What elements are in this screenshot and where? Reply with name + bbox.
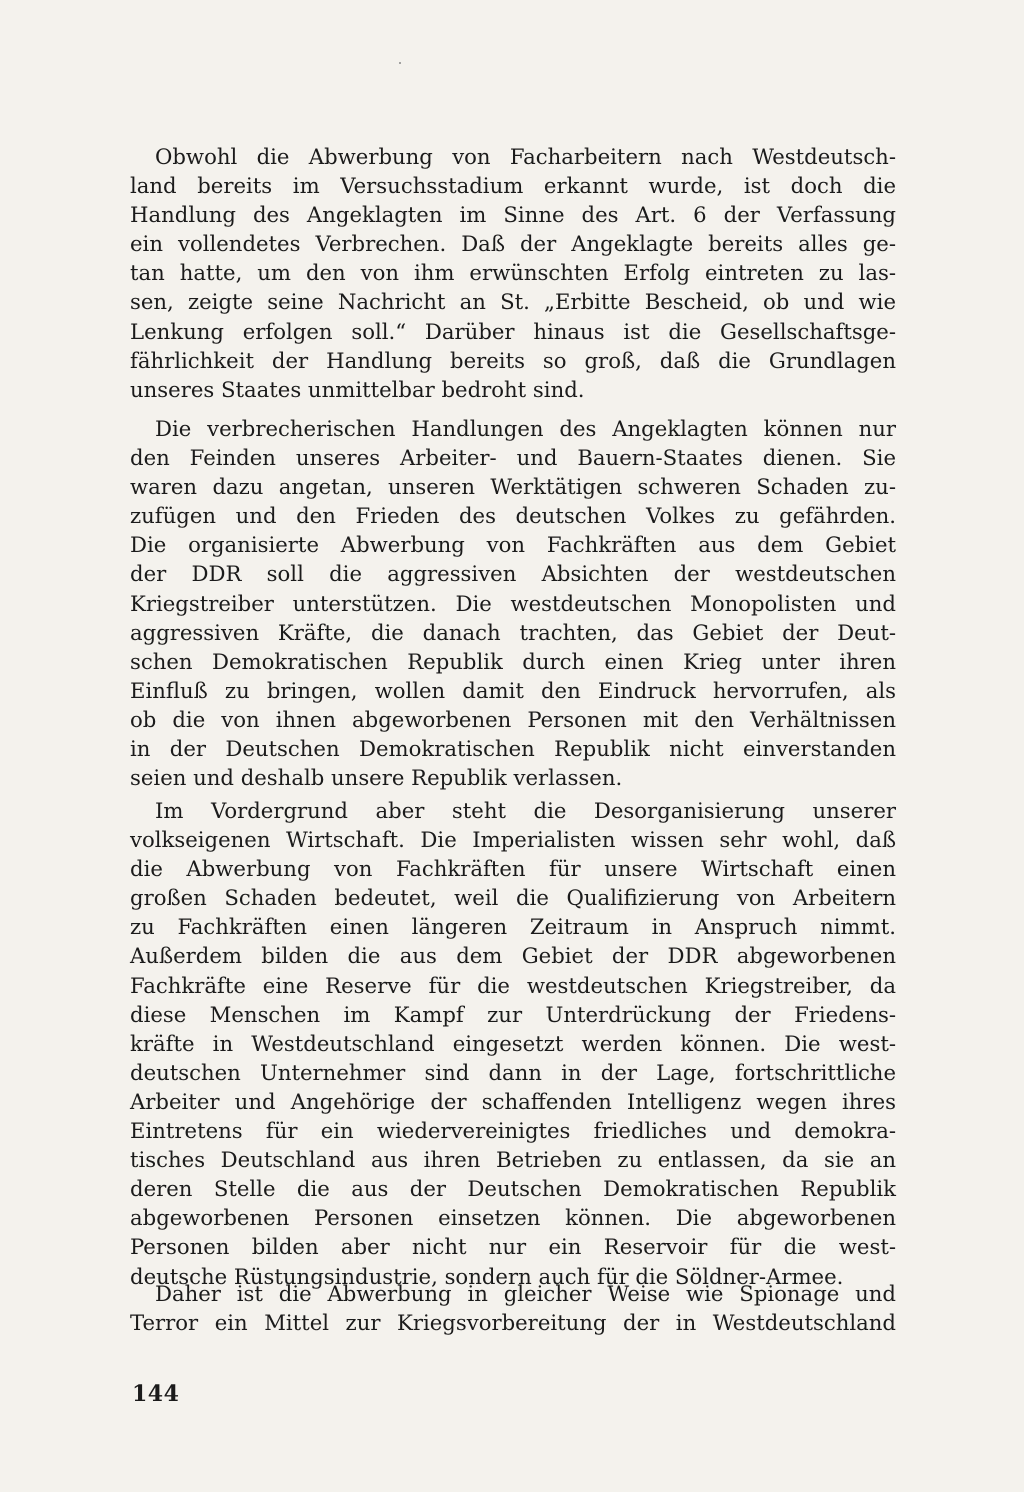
- text-line: Fachkräfte eine Reserve für die westdeutschen Kriegstreiber, da: [130, 972, 896, 998]
- text-line: Daher ist die Abwerbung in gleicher Weise wie Spionage und: [155, 1281, 896, 1306]
- text-line: sen, zeigte seine Nachricht an St. „Erbitte Bescheid, ob und wie: [130, 289, 896, 315]
- paragraph-2: [130, 414, 896, 792]
- text-line: Personen bilden aber nicht nur ein Reservoir für die west-: [130, 1234, 896, 1260]
- text-line: Handlung des Angeklagten im Sinne des Art. 6 der Verfassung: [130, 202, 896, 228]
- paragraph-1: [130, 142, 896, 404]
- text-line: Die organisierte Abwerbung von Fachkräften aus dem Gebiet: [130, 532, 896, 558]
- text-line: aggressiven Kräfte, die danach trachten, das Gebiet der Deut-: [130, 619, 896, 645]
- text-line: Lenkung erfolgen soll.“ Darüber hinaus ist die Gesellschaftsge-: [130, 318, 896, 344]
- text-line: tan hatte, um den von ihm erwünschten Erfolg eintreten zu las-: [130, 260, 896, 286]
- text-line: kräfte in Westdeutschland eingesetzt werden können. Die west-: [130, 1030, 896, 1056]
- text-line: Einfluß zu bringen, wollen damit den Eindruck hervorrufen, als: [130, 677, 896, 703]
- text-line: großen Schaden bedeutet, weil die Qualifizierung von Arbeitern: [130, 885, 896, 911]
- text-line: fährlichkeit der Handlung bereits so groß, daß die Grundlagen: [130, 347, 896, 373]
- text-line: in der Deutschen Demokratischen Republik nicht einverstanden: [130, 736, 896, 762]
- text-line: tisches Deutschland aus ihren Betrieben zu entlassen, da sie an: [130, 1147, 896, 1173]
- text-line: Terror ein Mittel zur Kriegsvorbereitung der in Westdeutschland: [130, 1310, 896, 1336]
- text-line: schen Demokratischen Republik durch einen Krieg unter ihren: [130, 648, 896, 674]
- paragraph-4: [130, 1279, 896, 1337]
- text-line: den Feinden unseres Arbeiter- und Bauern-Staates dienen. Sie: [130, 445, 896, 471]
- text-line: seien und deshalb unsere Republik verlassen.: [130, 765, 623, 791]
- text-line: zufügen und den Frieden des deutschen Volkes zu gefährden.: [130, 503, 896, 529]
- text-line: deutschen Unternehmer sind dann in der Lage, fortschrittliche: [130, 1059, 896, 1085]
- text-line: diese Menschen im Kampf zur Unterdrückung der Friedens-: [130, 1001, 896, 1027]
- text-line: ein vollendetes Verbrechen. Daß der Angeklagte bereits alles ge-: [130, 231, 896, 257]
- text-line: Obwohl die Abwerbung von Facharbeitern nach Westdeutsch-: [155, 144, 896, 169]
- text-line: Eintretens für ein wiedervereinigtes friedliches und demokra-: [130, 1118, 896, 1144]
- text-line: deutsche Rüstungsindustrie, sondern auch für die Söldner-Armee.: [130, 1263, 844, 1289]
- text-line: ob die von ihnen abgeworbenen Personen mit den Verhältnissen: [130, 706, 896, 732]
- page-number: 144: [132, 1381, 180, 1407]
- text-line: waren dazu angetan, unseren Werktätigen schweren Schaden zu-: [130, 474, 896, 500]
- text-line: die Abwerbung von Fachkräften für unsere Wirtschaft einen: [130, 856, 896, 882]
- text-line: Im Vordergrund aber steht die Desorganisierung unserer: [155, 798, 896, 823]
- text-line: zu Fachkräften einen längeren Zeitraum in Anspruch nimmt.: [130, 914, 896, 940]
- paragraph-3: [130, 796, 896, 1291]
- text-line: Außerdem bilden die aus dem Gebiet der DDR abgeworbenen: [130, 943, 896, 969]
- text-line: Kriegstreiber unterstützen. Die westdeutschen Monopolisten und: [130, 590, 896, 616]
- text-line: deren Stelle die aus der Deutschen Demokratischen Republik: [130, 1176, 896, 1202]
- text-line: unseres Staates unmittelbar bedroht sind.: [130, 376, 585, 402]
- text-line: abgeworbenen Personen einsetzen können. Die abgeworbenen: [130, 1205, 896, 1231]
- text-line: Arbeiter und Angehörige der schaffenden Intelligenz wegen ihres: [130, 1088, 896, 1114]
- text-line: volkseigenen Wirtschaft. Die Imperialisten wissen sehr wohl, daß: [130, 827, 896, 853]
- text-line: Die verbrecherischen Handlungen des Angeklagten können nur: [155, 416, 896, 441]
- text-line: land bereits im Versuchsstadium erkannt wurde, ist doch die: [130, 173, 896, 199]
- paper-speck: [399, 62, 401, 64]
- text-line: der DDR soll die aggressiven Absichten der westdeutschen: [130, 561, 896, 587]
